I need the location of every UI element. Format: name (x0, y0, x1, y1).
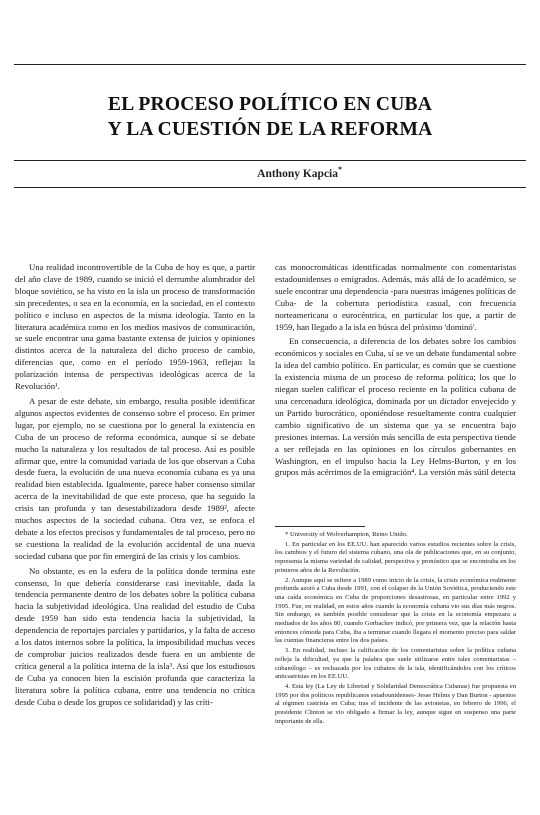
author-bottom-rule (14, 187, 526, 188)
right-column (275, 262, 516, 479)
footnote: 1. En particular en los EE.UU. han aparecido varios estudios recientes sobre la crisis, los cambios y el futuro del sistema cubano, una ola de publicaciones que, en su conjunto, representa la misma variedad de calidad, perspectiva y pronóstico que se encontraba en los primeros años de la Revolución. (275, 540, 516, 574)
footnote: 3. En realidad, incluso la calificación de los comentaristas sobre la política cubana refleja la dificultad, ya que la palabra que suele utilizarse entre tales comentaristas – cubanólogo – es rechazada por los cubanos de la isla, identificándolos con los críticos anticastristas en los EE.UU. (275, 647, 516, 681)
body-paragraph: No obstante, es en la esfera de la política donde termina este consenso, lo que debería considerarse casi inevitable, dada la tendencia permanente dentro de los debates sobre la política cubana hacia la subjetividad ideológica. Una realidad del estudio de Cuba desde 1959 han sido esta tendencia hacia la subjetividad, la dependencia de reportajes parciales y partidarios, y la falta de acceso a los datos internos sobre la política, la imposibilidad muchas veces de comprobar juicios realizados desde fuera en un ambiente de crítica general a la política interna de la isla³. Así que los estudiosos de Cuba ya conocen bien la escisión profunda que caracteriza la literatura sobre la política cubana, entre una tendencia no crítica desde Cuba o desde los grupos ce solidaridad) y las críti- (15, 565, 255, 707)
author-byline (257, 165, 342, 180)
author-footnote-mark: * (338, 165, 342, 174)
left-column (15, 262, 255, 709)
body-paragraph: Una realidad incontrovertible de la Cuba de hoy es que, a partir del año clave de 1989, cuando se inició el derrumbe alumbrador del bloque soviético, se ha visto en la isla un proceso de transformación sin precedentes, o sea en la economía, en la sociedad, en el contexto político e incluso en aspectos de la misma ideología. Tanto en la literatura académica como en los medios masivos de comunicación, se suele encontrar una gama bastante extensa de juicios y opiniones distintos acerca de la naturaleza del dicho proceso de cambio, diferencias que, como en el período 1959-1963, reflejan la polarización intensa de perspectivas ideológicas acerca de la Revolución¹. (15, 262, 255, 392)
body-paragraph: A pesar de este debate, sin embargo, resulta posible identificar algunos aspectos evidentes de consenso sobre el proceso. En primer lugar, por ejemplo, no se cuestiona por lo general la existencia en Cuba de un proceso de reforma económica, aunque sí se debate mucho la naturaleza y los resultados de tal proceso. Así es posible afirmar que, entre la comunidad variada de los que observan a Cuba desde fuera, la evolución de una nueva economía cubana es ya una realidad bien establecida. Igualmente, parece haber consenso similar acerca de la inevitabilidad de que este proceso, que ha seguido la crisis tan profunda y tan desestabilizadora desde 1989², afecte muchos aspectos de la sociedad cubana. Otra vez, se enfoca el debate a los efectos precisos y fundamentales de tal proceso, pero no se cuestiona la realidad de la evolución accidental de una nueva sociedad cubana que por fin emergirá de las crisis y los cambios. (15, 395, 255, 561)
footnotes (275, 531, 516, 727)
footnote: 2. Aunque aquí se refiere a 1989 como inicio de la crisis, la crisis económica realmente profunda azotó a Cuba desde 1991, con el colapso de la Unión Soviética, produciendo este una caída económica en Cuba de proporciones desastrosas, en particular entre 1992 y 1995. Fue, en realidad, en estos años cuando la economía cubana vio sus días más negros. Sin embargo, es también posible considerar que la crisis en la economía empezara a mediados de los años 80, cuando Gorbachev indicó, por primera vez, que la relación hasta entonces cómoda para Cuba, iba a terminar cuando llegara el momento preciso para saldar las cuentas financieras entre los dos países. (275, 576, 516, 645)
author-name: Anthony Kapcia (257, 167, 338, 180)
body-paragraph: En consecuencia, a diferencia de los debates sobre los cambios económicos y sociales en Cuba, sí se ve un debate fundamental sobre la idea del cambio político. En particular, es común que se cuestione la existencia misma de un proceso de reforma política; los que lo niegan suelen calificar el proceso reciente en la política cubana de una cercenadura ideológica, dominada por un dictador envejecido y un Partido burocrático, oponiéndose resueltamente contra cualquier cambio significativo de un sistema que ya se encuentra bajo presiones internas. La versión más sencilla de esta perspectiva tiende a ser reflejada en las opiniones en los círculos gobernantes en Washington, en el impulso hacia la Ley Helms-Burton, y en los grupos más acérrimos de la emigración⁴. La versión más sútil detecta (275, 336, 516, 478)
article-title (0, 92, 540, 142)
title-line-1: EL PROCESO POLÍTICO EN CUBA (108, 94, 432, 115)
body-paragraph: cas monocromáticas identificadas normalmente con comentaristas estadounidenses o emigrados. Además, más allá de lo académico, se suele encontrar una dependencia -para nuestras imágenes políticas de Cuba- de la cobertura periodística casual, con frecuencia norteamericana o eurocéntrica, en particular los que, a partir de 1959, han llegado a la isla en búsca del próximo 'dominó'. (275, 262, 516, 332)
top-rule (14, 64, 526, 65)
footnote: 4. Esta ley (La Ley de Libertad y Solidaridad Democrática Cubanas) fue propuesta en 1995 por dos políticos republicanos estadounidenses- Jesse Helms y Dan Burton - apuestos al régimen castrista en Cuba; tras el incidente de las avionetas, en febrero de 1996, el presidente Clinton se vio obligado a firmar la ley, aunque sigue en suspenso una parte importante de ella. (275, 682, 516, 725)
author-top-rule (14, 160, 526, 161)
title-line-2: Y LA CUESTIÓN DE LA REFORMA (107, 119, 433, 140)
footnote-rule (275, 526, 365, 527)
footnote: * University of Wolverhampton, Reino Unido. (285, 531, 408, 538)
